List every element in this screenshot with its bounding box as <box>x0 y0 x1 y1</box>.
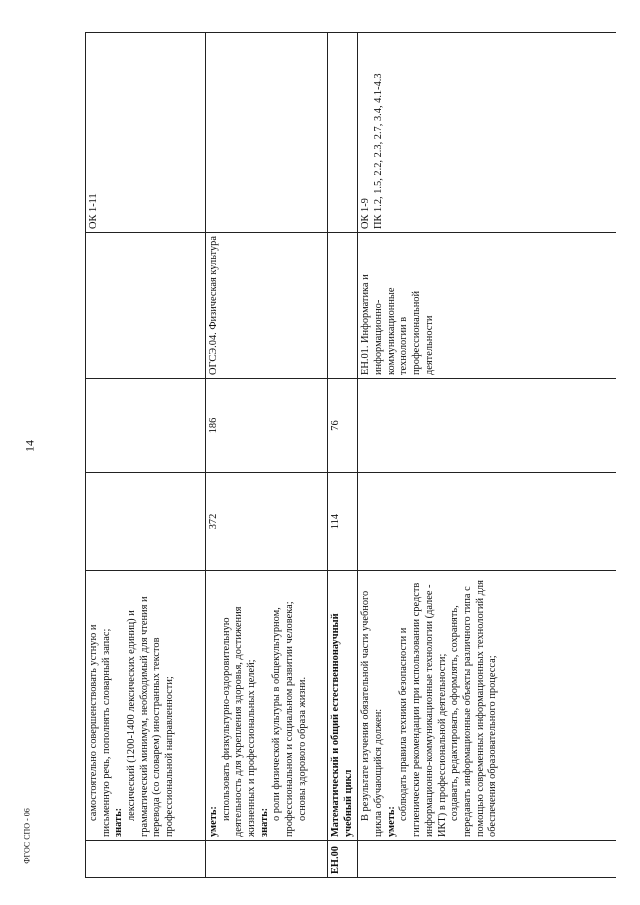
cycle-code-cell: ЕН.00 <box>328 841 358 878</box>
curriculum-table <box>85 32 616 878</box>
competencies-cell <box>328 33 358 233</box>
content-cell <box>358 571 616 841</box>
table-row <box>206 33 328 878</box>
content-paragraph: лексический (1200-1400 лексических единиц) и грамматический минимум, необходимый для чтения и перевода (со словарем) иностранных текстов профессиональной направленности; <box>126 596 176 837</box>
content-paragraph: самостоятельно совершенствовать устную и письменную речь, пополнять словарный запас; <box>88 624 112 837</box>
content-paragraph: В результате изучения обязательной части учебного цикла обучающийся должен: <box>360 590 385 837</box>
section-heading: знать: <box>258 807 270 837</box>
table-row <box>358 33 616 878</box>
section-heading: уметь: <box>208 806 219 837</box>
cycle-code-cell <box>86 841 206 878</box>
page-number: 14 <box>22 440 37 452</box>
competencies-cell: ОК 1-9 ПК 1.2, 1.5, 2.2, 2.3, 2.7, 3.4, 4.1-4.3 <box>358 33 616 233</box>
competencies-cell: ОК 1-11 <box>86 33 206 233</box>
footer-label: ФГОС СПО - 06 <box>22 808 32 864</box>
content-paragraph: использовать физкультурно-оздоровительную деятельность для укрепления здоровья, достижения жизненных и профессиональных целей; <box>220 606 258 837</box>
content-cell <box>206 571 328 841</box>
section-heading: уметь: <box>385 806 397 837</box>
max-hours-cell: 114 <box>328 473 358 571</box>
content-paragraph: соблюдать правила техники безопасности и гигиенические рекомендации при использовании средств информационно-коммуникационные технологии (далее - ИКТ) в профессиональной деятельности; <box>398 582 448 837</box>
discipline-cell <box>86 233 206 379</box>
curriculum-table-sheet <box>85 33 605 878</box>
class-hours-cell: 186 <box>206 379 328 473</box>
max-hours-cell <box>86 473 206 571</box>
class-hours-cell <box>86 379 206 473</box>
max-hours-cell <box>358 473 616 571</box>
content-paragraph: основы здорового образа жизни. <box>296 676 308 821</box>
cycle-code-cell <box>358 841 616 878</box>
class-hours-cell <box>358 379 616 473</box>
discipline-cell <box>328 233 358 379</box>
content-cell <box>86 571 206 841</box>
max-hours-cell: 372 <box>206 473 328 571</box>
discipline-cell: ОГСЭ.04. Физическая культура <box>206 233 328 379</box>
content-paragraph: о роли физической культуры в общекультурном, профессиональном и социальном развитии человека; <box>271 601 296 837</box>
table-row <box>86 33 206 878</box>
section-heading: Математический и общий естественнонаучный учебный цикл <box>330 613 354 837</box>
section-heading: знать: <box>113 807 125 837</box>
content-paragraph: создавать, редактировать, оформлять, сохранять, передавать информационные объекты различного типа с помощью современных информационных технологий для обеспечения образовательного процесса; <box>449 580 499 837</box>
discipline-cell: ЕН.01. Информатика и информационно-коммуникационные технологии в профессиональной деятельности <box>358 233 616 379</box>
competencies-cell <box>206 33 328 233</box>
class-hours-cell: 76 <box>328 379 358 473</box>
content-cell <box>328 571 358 841</box>
cycle-code-cell <box>206 841 328 878</box>
table-row <box>328 33 358 878</box>
